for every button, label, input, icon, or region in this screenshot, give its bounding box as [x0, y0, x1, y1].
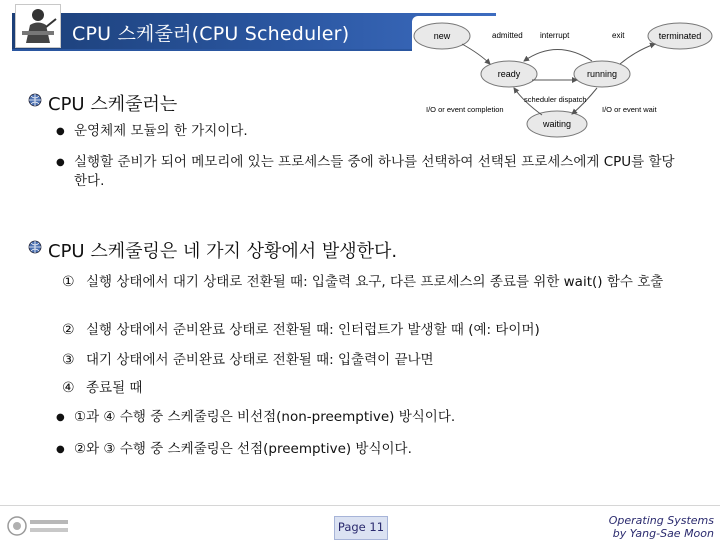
section2-numbered-4-text: 종료될 때	[86, 380, 143, 396]
presenter-logo	[15, 4, 61, 48]
state-ready-label: ready	[497, 69, 521, 79]
state-new-label: new	[433, 31, 451, 41]
section2-numbered-1-text: 실행 상태에서 대기 상태로 전환될 때: 입출력 요구, 다른 프로세스의 종료를 위한 wait() 함수 호출	[86, 274, 664, 290]
number-marker: ①	[62, 274, 75, 290]
section1-item-1-text: 운영체제 모듈의 한 가지이다.	[74, 123, 248, 139]
bullet-dot: ●	[56, 444, 65, 455]
slide-title: CPU 스케줄러(CPU Scheduler)	[72, 23, 350, 45]
course-credit	[609, 514, 714, 540]
page-number: Page 11	[337, 520, 385, 534]
number-marker: ③	[62, 352, 75, 368]
globe-bullet-icon	[28, 240, 42, 254]
state-waiting-label: waiting	[542, 119, 572, 129]
section2-heading: CPU 스케줄링은 네 가지 상황에서 발생한다.	[48, 241, 398, 262]
transition-interrupt: interrupt	[540, 31, 570, 40]
state-running-label: running	[586, 69, 618, 79]
transition-io-wait: I/O or event wait	[602, 105, 657, 114]
number-marker: ②	[62, 322, 75, 338]
transition-admitted: admitted	[492, 31, 523, 40]
section2-numbered-3-text: 대기 상태에서 준비완료 상태로 전환될 때: 입출력이 끝나면	[86, 352, 434, 368]
bullet-dot: ●	[56, 157, 65, 168]
course-name: Operating Systems	[608, 514, 714, 527]
state-terminated-label: terminated	[658, 31, 702, 41]
process-state-diagram	[412, 16, 714, 142]
section2-numbered-2-text: 실행 상태에서 준비완료 상태로 전환될 때: 인터럽트가 발생할 때 (예: 타이머)	[86, 322, 540, 338]
bullet-dot: ●	[56, 126, 65, 137]
section1-heading: CPU 스케줄러는	[48, 94, 178, 115]
university-logo	[6, 515, 72, 537]
globe-bullet-icon	[28, 93, 42, 107]
section2-bullet-2-text: ②와 ③ 수행 중 스케줄링은 선점(preemptive) 방식이다.	[74, 441, 412, 457]
number-marker: ④	[62, 380, 75, 396]
section2-bullet-1-text: ①과 ④ 수행 중 스케줄링은 비선점(non-preemptive) 방식이다.	[74, 409, 456, 425]
footer-divider	[0, 505, 720, 506]
transition-dispatch: scheduler dispatch	[524, 95, 587, 104]
page-number-box	[334, 516, 388, 540]
section1-item-2-text: 실행할 준비가 되어 메모리에 있는 프로세스들 중에 하나를 선택하여 선택된 프로세스에게 CPU를 할당한다.	[74, 154, 675, 189]
bullet-dot: ●	[56, 412, 65, 423]
transition-io-completion: I/O or event completion	[426, 105, 504, 114]
transition-exit: exit	[612, 31, 625, 40]
author-name: by Yang-Sae Moon	[612, 527, 714, 540]
